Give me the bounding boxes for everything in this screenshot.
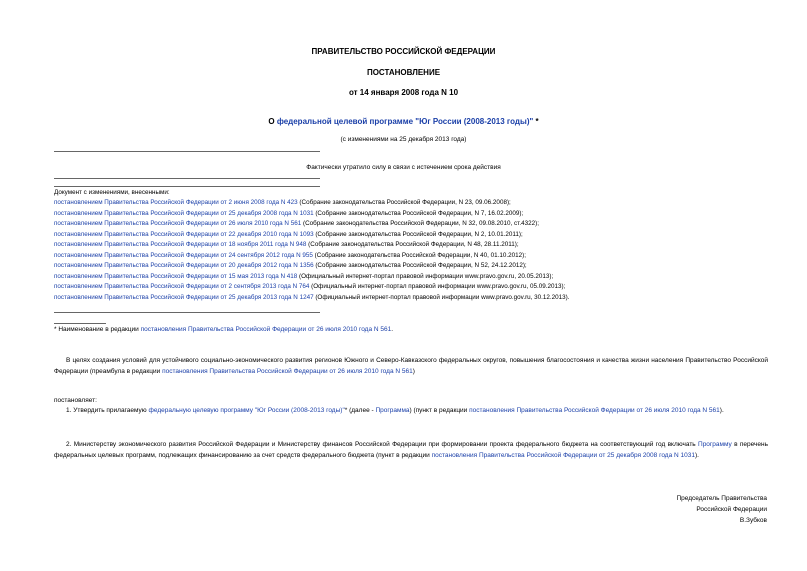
- amendment-item: [54, 241, 519, 249]
- validity-note: Фактически утратило силу в связи с истечением срока действия: [306, 164, 501, 171]
- title-prefix: О: [268, 117, 277, 126]
- amendment-decree-link[interactable]: постановлением Правительства Российской Федерации от 26 июля 2010 года N 561: [54, 220, 302, 227]
- signature-title: Председатель Правительства: [676, 495, 767, 502]
- footnote-end: .: [391, 326, 394, 333]
- signature-title-2: Российской Федерации: [696, 506, 767, 513]
- amendment-item: [54, 210, 523, 218]
- amendment-decree-link[interactable]: постановлением Правительства Российской Федерации от 25 декабря 2013 года N 1247: [54, 293, 314, 301]
- item-2-decree-link[interactable]: постановления Правительства Российской Федерации от 25 декабря 2008 года N 1031: [431, 451, 695, 459]
- title-program-link[interactable]: федеральной целевой программе "Юг России (2008-2013 годы)": [276, 117, 534, 126]
- amendments-heading: Документ с изменениями, внесенными:: [54, 189, 170, 196]
- signature-name: В.Зубков: [739, 517, 767, 524]
- divider: [54, 186, 320, 187]
- amendment-item: [54, 273, 553, 281]
- amendment-item: [54, 294, 570, 302]
- item-2-programma-link[interactable]: Программу: [698, 441, 732, 448]
- footnote-link[interactable]: постановления Правительства Российской Федерации от 26 июля 2010 года N 561: [140, 326, 392, 333]
- amendment-source: (Собрание законодательства Российской Федерации, N 48, 28.11.2011);: [306, 241, 519, 248]
- item-2-text-c: ).: [694, 451, 699, 459]
- footnote: [54, 326, 393, 333]
- amendment-source: (Собрание законодательства Российской Федерации, N 23, 09.06.2008);: [297, 199, 511, 206]
- amendment-source: (Собрание законодательства Российской Федерации, N 7, 16.02.2009);: [313, 209, 524, 217]
- item-2-text-b: в перечень федеральных целевых программ, подлежащих финансированию за счет средств федерального бюджета (пункт в редакции: [54, 441, 768, 459]
- amendment-decree-link[interactable]: постановлением Правительства Российской Федерации от 20 декабря 2012 года N 1356: [54, 262, 314, 269]
- item-1-decree-link[interactable]: постановления Правительства Российской Федерации от 26 июля 2010 года N 561: [469, 407, 720, 414]
- amendment-decree-link[interactable]: постановлением Правительства Российской Федерации от 22 декабря 2010 года N 1093: [54, 230, 314, 238]
- preamble: [54, 356, 768, 377]
- amendment-decree-link[interactable]: постановлением Правительства Российской Федерации от 2 июня 2008 года N 423: [54, 199, 298, 206]
- amendment-source: (Собрание законодательства Российской Федерации, N 40, 01.10.2012);: [312, 251, 527, 259]
- amendment-source: (Собрание законодательства Российской Федерации, N 52, 24.12.2012);: [313, 262, 527, 269]
- amendment-decree-link[interactable]: постановлением Правительства Российской Федерации от 24 сентября 2012 года N 955: [54, 251, 313, 259]
- amendment-item: [54, 199, 511, 207]
- item-1-text-b: * (далее -: [344, 407, 376, 414]
- preamble-text: В целях создания условий для устойчивого социально-экономического развития регионов Южного и Северо-Кавказского федеральных округов, повышения благосостояния и качества жизни населения Правительство Российской Федерации (преамбула в редакции: [54, 357, 768, 375]
- item-1: [54, 406, 768, 417]
- amendment-item: [54, 262, 527, 270]
- divider: [54, 312, 320, 313]
- amendment-item: [54, 220, 539, 228]
- amendment-source: (Официальный интернет-портал правовой информации www.pravo.gov.ru, 30.12.2013).: [313, 293, 570, 301]
- divider: [54, 151, 320, 152]
- item-1-programma-link[interactable]: Программа: [375, 407, 410, 414]
- document-type: ПОСТАНОВЛЕНИЕ: [366, 68, 441, 77]
- item-1-text-d: ).: [719, 407, 724, 414]
- item-1-program-link[interactable]: федеральную целевую программу "Юг России (2008-2013 годы)": [148, 407, 345, 414]
- item-2: [54, 440, 768, 461]
- document-date: от 14 января 2008 года N 10: [348, 88, 459, 97]
- amendment-item: [54, 231, 523, 239]
- amendment-decree-link[interactable]: постановлением Правительства Российской Федерации от 15 мая 2013 года N 418: [54, 272, 298, 280]
- amendment-source: (Официальный интернет-портал правовой информации www.pravo.gov.ru, 20.05.2013);: [297, 272, 554, 280]
- title-footnote-mark: *: [533, 117, 539, 126]
- amendment-source: (Собрание законодательства Российской Федерации, N 32, 09.08.2010, ст.4322);: [301, 220, 539, 227]
- document-title: [0, 117, 807, 126]
- item-2-text-a: 2. Министерству экономического развития Российской Федерации и Министерству финансов Российской Федерации при формировании проекта федерального бюджета на соответствующий год включать: [66, 441, 699, 448]
- footnote-text: * Наименование в редакции: [54, 326, 141, 333]
- footnote-divider: [54, 323, 106, 324]
- divider: [54, 178, 320, 179]
- amendment-decree-link[interactable]: постановлением Правительства Российской Федерации от 18 ноября 2011 года N 948: [54, 241, 307, 248]
- item-1-text-a: 1. Утвердить прилагаемую: [66, 407, 149, 414]
- government-heading: ПРАВИТЕЛЬСТВО РОССИЙСКОЙ ФЕДЕРАЦИИ: [311, 47, 496, 56]
- amendment-item: [54, 283, 565, 291]
- amendment-decree-link[interactable]: постановлением Правительства Российской Федерации от 2 сентября 2013 года N 764: [54, 283, 310, 290]
- amendment-source: (Собрание законодательства Российской Федерации, N 2, 10.01.2011);: [313, 230, 523, 238]
- preamble-end: ): [412, 367, 415, 375]
- signature-block: [676, 493, 767, 526]
- decides-label: постановляет:: [54, 397, 97, 404]
- amendment-decree-link[interactable]: постановлением Правительства Российской Федерации от 25 декабря 2008 года N 1031: [54, 209, 314, 217]
- preamble-link[interactable]: постановления Правительства Российской Федерации от 26 июля 2010 года N 561: [162, 367, 413, 375]
- amendment-source: (Официальный интернет-портал правовой информации www.pravo.gov.ru, 05.09.2013);: [309, 283, 566, 290]
- amendment-note: (с изменениями на 25 декабря 2013 года): [340, 136, 467, 143]
- amendment-item: [54, 252, 526, 260]
- item-1-text-c: ) (пункт в редакции: [409, 407, 470, 414]
